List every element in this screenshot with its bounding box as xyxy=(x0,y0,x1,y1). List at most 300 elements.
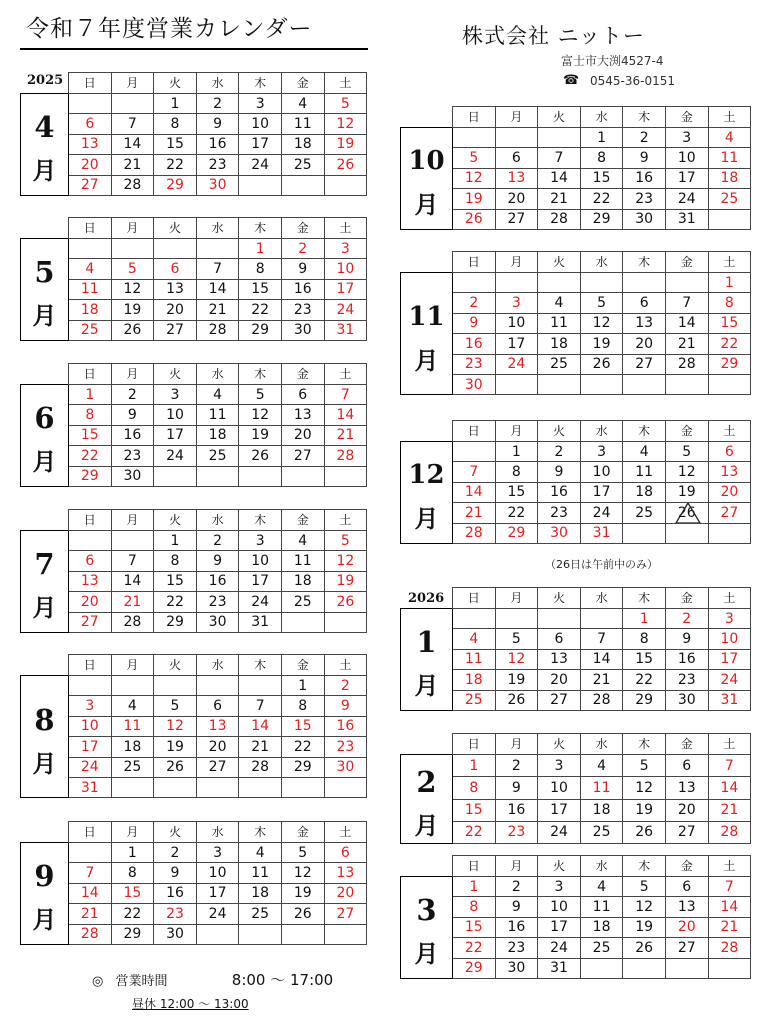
weekday-header: 水 xyxy=(580,252,623,273)
day-cell: 26 xyxy=(324,592,367,612)
day-cell: 25 xyxy=(239,904,282,924)
weekday-header: 火 xyxy=(154,364,197,385)
day-cell: 4 xyxy=(281,531,324,551)
weekday-header: 火 xyxy=(538,252,581,273)
day-cell: 17 xyxy=(324,279,367,299)
day-cell: 29 xyxy=(111,924,154,944)
day-cell: 10 xyxy=(580,462,623,482)
day-cell: 4 xyxy=(69,259,112,279)
month-suffix: 月 xyxy=(32,748,57,778)
day-cell: 23 xyxy=(623,189,666,209)
week-row xyxy=(21,863,367,883)
week-row xyxy=(21,405,367,425)
day-cell: 19 xyxy=(154,737,197,757)
empty-day-cell xyxy=(239,676,282,696)
empty-day-cell xyxy=(281,924,324,944)
day-cell: 6 xyxy=(665,877,708,897)
weekday-header: 木 xyxy=(239,218,282,239)
week-row xyxy=(21,239,367,259)
day-cell: 4 xyxy=(453,629,496,649)
lunch-break: 昼休 12:00 〜 13:00 xyxy=(132,997,249,1011)
week-row xyxy=(21,446,367,466)
year-label-2026: 2026 xyxy=(408,591,445,606)
day-cell: 12 xyxy=(495,649,538,669)
empty-day-cell xyxy=(453,273,496,293)
month-table xyxy=(20,72,367,196)
day-cell: 28 xyxy=(324,446,367,466)
year-label-2025: 2025 xyxy=(27,73,64,88)
day-cell: 9 xyxy=(623,148,666,168)
weekday-header: 月 xyxy=(495,252,538,273)
day-cell: 31 xyxy=(69,777,112,797)
weekday-header: 月 xyxy=(111,73,154,94)
day-cell: 3 xyxy=(495,293,538,313)
month-label xyxy=(21,843,69,945)
week-row xyxy=(21,134,367,154)
day-cell: 12 xyxy=(154,716,197,736)
day-cell: 24 xyxy=(538,938,581,958)
day-cell: 2 xyxy=(111,385,154,405)
empty-day-cell xyxy=(111,777,154,797)
day-cell: 6 xyxy=(69,551,112,571)
day-cell: 16 xyxy=(324,716,367,736)
weekday-header: 月 xyxy=(495,588,538,609)
week-row xyxy=(21,279,367,299)
day-cell: 24 xyxy=(665,189,708,209)
weekday-header-row xyxy=(401,856,751,877)
day-cell: 16 xyxy=(665,649,708,669)
day-cell: 22 xyxy=(453,821,496,843)
day-cell: 17 xyxy=(495,334,538,354)
weekday-header: 木 xyxy=(623,421,666,442)
day-cell: 28 xyxy=(708,938,751,958)
day-cell: 16 xyxy=(495,799,538,821)
day-cell: 13 xyxy=(154,279,197,299)
week-row xyxy=(21,94,367,114)
day-cell: 29 xyxy=(453,958,496,978)
day-cell: 26 xyxy=(495,690,538,710)
month-number: 3 xyxy=(416,893,437,928)
day-cell: 5 xyxy=(154,696,197,716)
month-suffix: 月 xyxy=(32,156,57,186)
day-cell: 19 xyxy=(623,799,666,821)
weekday-header: 日 xyxy=(69,364,112,385)
month-label xyxy=(401,442,453,544)
day-cell: 8 xyxy=(708,293,751,313)
week-row xyxy=(401,609,751,629)
day-cell: 24 xyxy=(495,354,538,374)
weekday-header: 火 xyxy=(538,107,581,128)
week-row xyxy=(401,670,751,690)
empty-day-cell xyxy=(324,466,367,486)
day-cell: 3 xyxy=(580,442,623,462)
day-cell: 12 xyxy=(324,551,367,571)
weekday-header: 金 xyxy=(281,510,324,531)
double-circle-icon: ◎ xyxy=(92,974,104,989)
day-cell: 22 xyxy=(495,503,538,523)
day-cell: 2 xyxy=(324,676,367,696)
empty-day-cell xyxy=(623,523,666,543)
weekday-header: 土 xyxy=(324,510,367,531)
day-cell: 22 xyxy=(708,334,751,354)
week-row xyxy=(401,690,751,710)
month-number: 4 xyxy=(34,110,55,145)
empty-day-cell xyxy=(154,239,197,259)
empty-day-cell xyxy=(69,94,112,114)
day-cell: 12 xyxy=(239,405,282,425)
empty-day-cell xyxy=(623,374,666,394)
day-cell: 18 xyxy=(453,670,496,690)
day-cell: 31 xyxy=(580,523,623,543)
day-cell: 4 xyxy=(708,128,751,148)
day-cell: 10 xyxy=(239,114,282,134)
week-row xyxy=(401,938,751,958)
day-cell: 3 xyxy=(154,385,197,405)
empty-day-cell xyxy=(623,958,666,978)
day-cell: 13 xyxy=(665,897,708,917)
empty-day-cell xyxy=(538,374,581,394)
day-cell: 7 xyxy=(196,259,239,279)
empty-day-cell xyxy=(196,466,239,486)
day-cell: 25 xyxy=(453,690,496,710)
weekday-header: 水 xyxy=(196,655,239,676)
weekday-header: 火 xyxy=(538,421,581,442)
empty-day-cell xyxy=(196,676,239,696)
day-cell: 14 xyxy=(453,482,496,502)
weekday-header: 土 xyxy=(324,822,367,843)
week-row xyxy=(401,374,751,394)
day-cell: 11 xyxy=(69,279,112,299)
month-suffix: 月 xyxy=(32,593,57,623)
weekday-header: 火 xyxy=(154,822,197,843)
day-cell: 29 xyxy=(154,612,197,632)
week-row xyxy=(21,676,367,696)
day-cell: 19 xyxy=(495,670,538,690)
day-cell: 17 xyxy=(239,571,282,591)
weekday-header: 月 xyxy=(111,655,154,676)
day-cell: 10 xyxy=(538,897,581,917)
day-cell: 2 xyxy=(453,293,496,313)
day-cell: 8 xyxy=(111,863,154,883)
day-cell: 7 xyxy=(538,148,581,168)
empty-day-cell xyxy=(281,175,324,195)
day-cell: 15 xyxy=(708,313,751,333)
day-cell: 17 xyxy=(708,649,751,669)
day-cell: 26 xyxy=(324,155,367,175)
day-cell: 9 xyxy=(538,462,581,482)
day-cell: 22 xyxy=(154,592,197,612)
day-cell: 25 xyxy=(623,503,666,523)
day-cell: 25 xyxy=(281,155,324,175)
week-row xyxy=(401,482,751,502)
day-cell: 23 xyxy=(665,670,708,690)
empty-day-cell xyxy=(708,209,751,229)
day-cell: 10 xyxy=(69,716,112,736)
day-cell: 11 xyxy=(239,863,282,883)
empty-day-cell xyxy=(580,609,623,629)
day-cell: 7 xyxy=(580,629,623,649)
day-cell: 3 xyxy=(665,128,708,148)
day-cell: 23 xyxy=(453,354,496,374)
day-cell: 28 xyxy=(196,320,239,340)
month-calendar-january xyxy=(400,587,751,711)
weekday-header: 木 xyxy=(239,510,282,531)
week-row xyxy=(21,737,367,757)
day-cell: 6 xyxy=(538,629,581,649)
day-cell: 10 xyxy=(196,863,239,883)
week-row xyxy=(21,757,367,777)
day-cell: 21 xyxy=(239,737,282,757)
weekday-header: 月 xyxy=(111,822,154,843)
day-cell: 4 xyxy=(111,696,154,716)
day-cell: 28 xyxy=(453,523,496,543)
day-cell: 7 xyxy=(111,114,154,134)
day-cell: 6 xyxy=(495,148,538,168)
day-cell: 30 xyxy=(111,466,154,486)
day-cell: 18 xyxy=(239,883,282,903)
company-name: 株式会社 ニットー xyxy=(462,24,645,48)
month-suffix: 月 xyxy=(32,301,57,331)
day-cell: 1 xyxy=(580,128,623,148)
empty-day-cell xyxy=(623,273,666,293)
day-cell: 9 xyxy=(665,629,708,649)
empty-day-cell xyxy=(708,374,751,394)
weekday-header: 日 xyxy=(69,218,112,239)
month-number: 5 xyxy=(34,255,55,290)
day-cell: 5 xyxy=(665,442,708,462)
weekday-header: 水 xyxy=(196,510,239,531)
day-cell: 3 xyxy=(538,755,581,777)
empty-day-cell xyxy=(708,958,751,978)
day-cell: 16 xyxy=(111,425,154,445)
weekday-header: 金 xyxy=(281,73,324,94)
empty-day-cell xyxy=(69,843,112,863)
week-row xyxy=(401,293,751,313)
week-row xyxy=(21,696,367,716)
day-cell: 27 xyxy=(154,320,197,340)
day-cell: 11 xyxy=(580,897,623,917)
day-cell: 24 xyxy=(239,592,282,612)
day-cell: 11 xyxy=(281,551,324,571)
day-cell: 21 xyxy=(580,670,623,690)
weekday-header: 月 xyxy=(111,510,154,531)
month-label xyxy=(21,385,69,487)
month-number: 6 xyxy=(34,401,55,436)
weekday-header: 土 xyxy=(708,588,751,609)
half-day-triangle-icon xyxy=(675,503,701,523)
weekday-header: 土 xyxy=(708,421,751,442)
week-row xyxy=(401,354,751,374)
day-cell: 2 xyxy=(281,239,324,259)
weekday-header: 土 xyxy=(708,734,751,755)
empty-day-cell xyxy=(324,612,367,632)
weekday-header: 水 xyxy=(580,107,623,128)
month-table xyxy=(20,509,367,633)
day-cell: 13 xyxy=(281,405,324,425)
week-row xyxy=(401,877,751,897)
day-cell: 12 xyxy=(453,168,496,188)
day-cell: 22 xyxy=(69,446,112,466)
empty-day-cell xyxy=(69,239,112,259)
business-hours xyxy=(92,969,333,990)
day-cell: 3 xyxy=(538,877,581,897)
day-cell: 11 xyxy=(111,716,154,736)
month-table xyxy=(400,251,751,395)
weekday-header: 水 xyxy=(580,856,623,877)
day-cell: 7 xyxy=(324,385,367,405)
day-cell: 17 xyxy=(69,737,112,757)
weekday-header: 土 xyxy=(324,73,367,94)
day-cell: 2 xyxy=(623,128,666,148)
day-cell: 16 xyxy=(154,883,197,903)
week-row xyxy=(21,259,367,279)
day-cell: 8 xyxy=(453,777,496,799)
day-cell: 8 xyxy=(69,405,112,425)
month-number: 2 xyxy=(416,765,437,799)
empty-day-cell xyxy=(281,466,324,486)
day-cell: 16 xyxy=(453,334,496,354)
day-cell: 9 xyxy=(154,863,197,883)
day-cell: 17 xyxy=(580,482,623,502)
month-number: 12 xyxy=(408,460,445,491)
day-cell: 2 xyxy=(196,531,239,551)
week-row xyxy=(21,883,367,903)
day-cell: 5 xyxy=(495,629,538,649)
weekday-header: 金 xyxy=(665,252,708,273)
day-cell: 24 xyxy=(69,757,112,777)
week-row xyxy=(21,843,367,863)
day-cell: 4 xyxy=(580,877,623,897)
weekday-header: 木 xyxy=(623,856,666,877)
day-cell: 10 xyxy=(665,148,708,168)
weekday-header: 土 xyxy=(708,856,751,877)
day-cell: 2 xyxy=(538,442,581,462)
day-cell: 9 xyxy=(324,696,367,716)
day-cell: 21 xyxy=(453,503,496,523)
day-cell: 21 xyxy=(69,904,112,924)
day-cell: 11 xyxy=(623,462,666,482)
day-cell: 22 xyxy=(623,670,666,690)
day-cell: 23 xyxy=(495,821,538,843)
empty-day-cell xyxy=(580,374,623,394)
week-row xyxy=(21,300,367,320)
day-cell: 22 xyxy=(580,189,623,209)
week-row xyxy=(21,924,367,944)
weekday-header: 土 xyxy=(708,107,751,128)
day-cell: 14 xyxy=(538,168,581,188)
day-cell: 1 xyxy=(453,877,496,897)
day-cell: 21 xyxy=(111,155,154,175)
empty-day-cell xyxy=(324,777,367,797)
weekday-header: 月 xyxy=(495,421,538,442)
day-cell: 19 xyxy=(665,482,708,502)
day-cell: 18 xyxy=(281,571,324,591)
weekday-header: 金 xyxy=(281,218,324,239)
weekday-header-row xyxy=(21,655,367,676)
month-number: 9 xyxy=(34,859,55,894)
day-cell: 24 xyxy=(196,904,239,924)
empty-day-cell xyxy=(324,175,367,195)
weekday-header: 火 xyxy=(154,655,197,676)
day-cell: 7 xyxy=(665,293,708,313)
day-cell: 9 xyxy=(196,551,239,571)
day-cell: 15 xyxy=(453,799,496,821)
day-cell: 14 xyxy=(111,134,154,154)
day-cell: 24 xyxy=(154,446,197,466)
day-cell: 30 xyxy=(623,209,666,229)
day-cell: 5 xyxy=(239,385,282,405)
month-calendar-may xyxy=(20,217,367,341)
weekday-header: 水 xyxy=(196,73,239,94)
weekday-header: 日 xyxy=(453,107,496,128)
week-row xyxy=(401,958,751,978)
business-hours-time: 8:00 〜 17:00 xyxy=(231,971,334,989)
day-cell: 31 xyxy=(708,690,751,710)
day-cell: 12 xyxy=(623,777,666,799)
day-cell: 11 xyxy=(453,649,496,669)
day-cell: 10 xyxy=(538,777,581,799)
weekday-header: 水 xyxy=(580,734,623,755)
day-cell: 30 xyxy=(665,690,708,710)
empty-day-cell xyxy=(538,273,581,293)
month-calendar-july xyxy=(20,509,367,633)
weekday-header: 火 xyxy=(538,856,581,877)
day-cell: 2 xyxy=(495,755,538,777)
day-cell: 12 xyxy=(111,279,154,299)
day-cell: 30 xyxy=(538,523,581,543)
month-table xyxy=(400,420,751,544)
weekday-header-row xyxy=(21,510,367,531)
day-cell: 9 xyxy=(196,114,239,134)
day-cell: 27 xyxy=(665,938,708,958)
day-cell: 2 xyxy=(495,877,538,897)
empty-day-cell xyxy=(239,924,282,944)
week-row xyxy=(401,629,751,649)
weekday-header: 金 xyxy=(281,364,324,385)
day-cell: 6 xyxy=(69,114,112,134)
day-cell: 10 xyxy=(324,259,367,279)
december-note: （26日は午前中のみ） xyxy=(545,558,658,571)
month-table xyxy=(20,363,367,487)
day-cell: 14 xyxy=(111,571,154,591)
week-row xyxy=(21,425,367,445)
day-cell: 22 xyxy=(239,300,282,320)
day-cell: 9 xyxy=(495,897,538,917)
day-cell: 10 xyxy=(154,405,197,425)
day-cell: 1 xyxy=(111,843,154,863)
day-cell: 20 xyxy=(281,425,324,445)
week-row xyxy=(21,716,367,736)
day-cell: 30 xyxy=(281,320,324,340)
weekday-header: 水 xyxy=(196,364,239,385)
empty-day-cell xyxy=(324,924,367,944)
day-cell: 8 xyxy=(580,148,623,168)
month-number: 11 xyxy=(408,301,445,332)
day-cell: 7 xyxy=(708,755,751,777)
empty-day-cell xyxy=(239,466,282,486)
day-cell: 21 xyxy=(538,189,581,209)
day-cell: 13 xyxy=(623,313,666,333)
empty-day-cell xyxy=(665,523,708,543)
day-cell: 30 xyxy=(495,958,538,978)
day-cell: 15 xyxy=(495,482,538,502)
month-label xyxy=(21,531,69,633)
day-cell: 1 xyxy=(239,239,282,259)
weekday-header-row xyxy=(21,73,367,94)
day-cell: 9 xyxy=(111,405,154,425)
day-cell: 26 xyxy=(453,209,496,229)
empty-day-cell xyxy=(708,523,751,543)
